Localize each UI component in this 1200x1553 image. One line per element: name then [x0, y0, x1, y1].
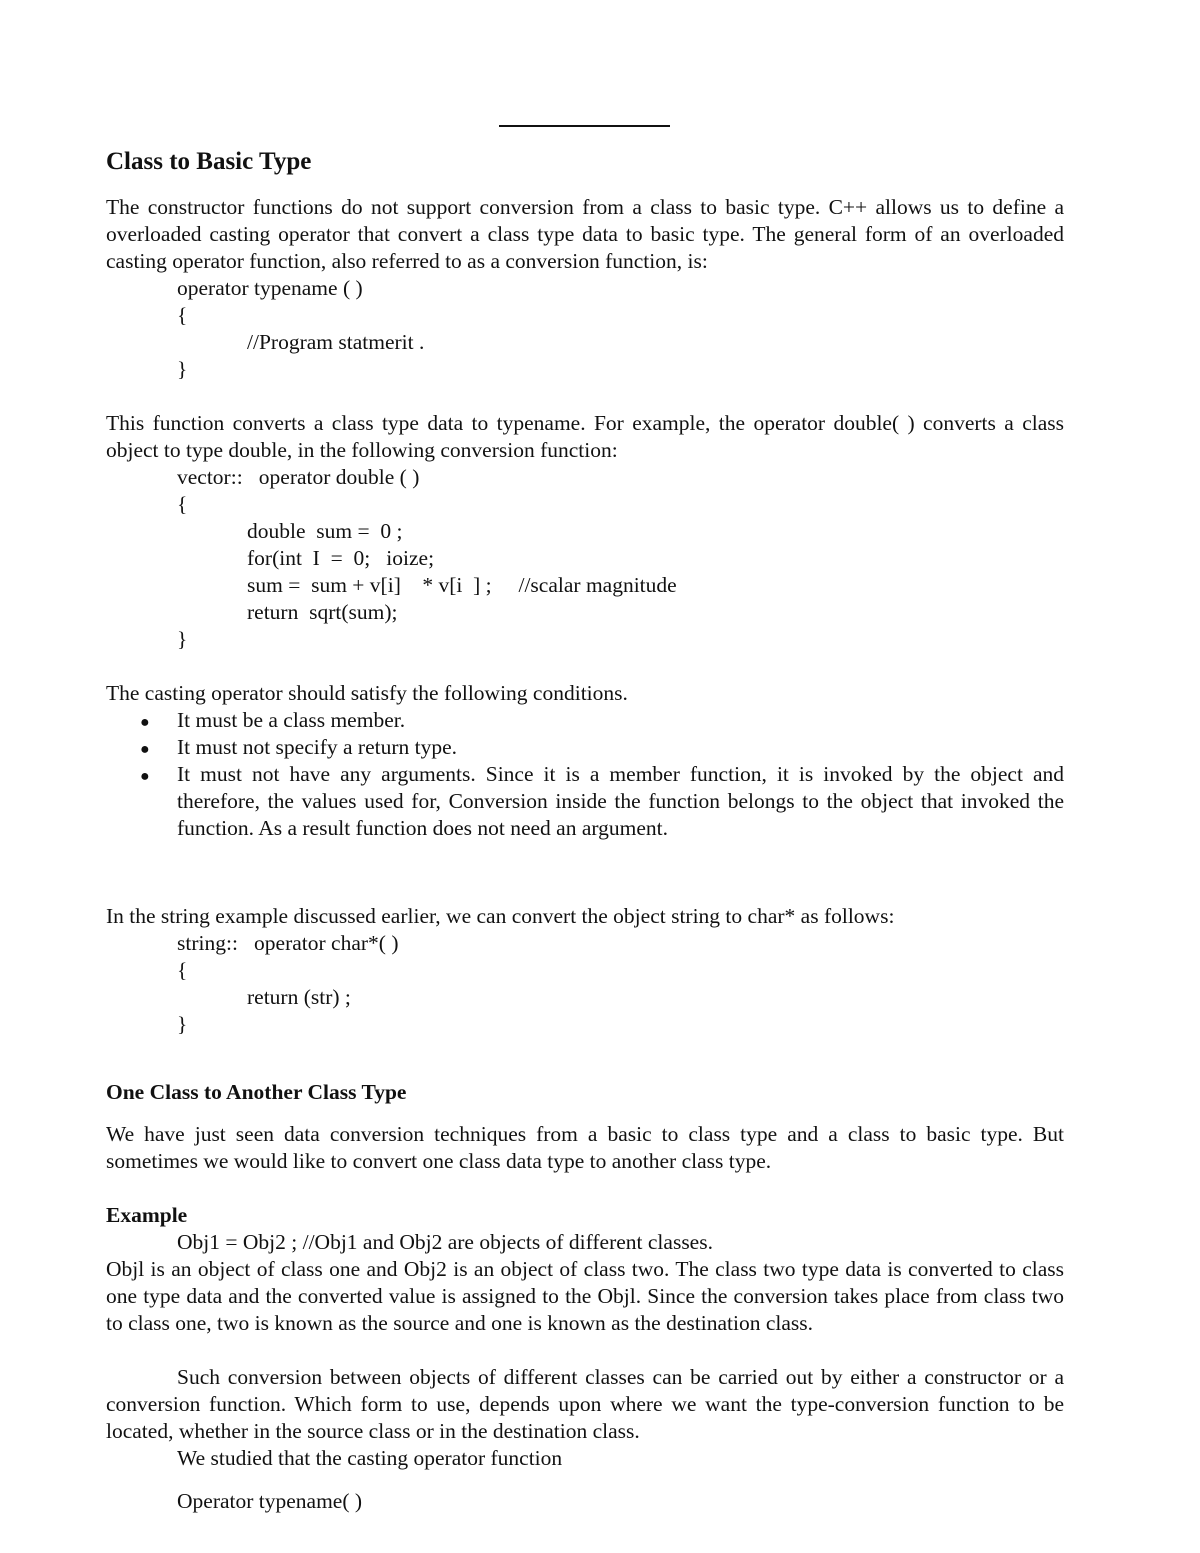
bullet-marker: ●	[140, 741, 150, 758]
code-line: sum = sum + v[i] * v[i ] ; //scalar magnitude	[247, 573, 677, 597]
class-to-class-paragraph: We have just seen data conversion techniques from a basic to class type and a class to basic type. But sometimes we would like to convert one class data type to another class type.	[106, 1122, 1064, 1173]
code-line: {	[177, 303, 188, 327]
code-line: }	[177, 1012, 188, 1036]
example-heading: Example	[106, 1203, 188, 1227]
code-line: return sqrt(sum);	[247, 600, 398, 624]
code-line: return (str) ;	[247, 985, 351, 1009]
code-line: operator typename ( )	[177, 276, 363, 300]
code-line: Operator typename( )	[177, 1489, 363, 1513]
conditions-paragraph: The casting operator should satisfy the following conditions.	[106, 681, 628, 705]
casting-operator-line: We studied that the casting operator function	[177, 1446, 563, 1470]
section-heading-class-to-basic-type: Class to Basic Type	[106, 148, 312, 175]
code-line: //Program statmerit .	[247, 330, 425, 354]
header-rule	[499, 125, 670, 127]
code-line: for(int I = 0; ioize;	[247, 546, 435, 570]
bullet-marker: ●	[140, 714, 150, 731]
code-line: }	[177, 357, 188, 381]
string-example-paragraph: In the string example discussed earlier, we can convert the object string to char* as follows:	[106, 904, 895, 928]
objects-paragraph: Objl is an object of class one and Obj2 is an object of class two. The class two type data is converted to class one type data and the converted value is assigned to the Objl. Since the conversion takes place from class two to class one, two is known as the source and one is known as the destination class.	[106, 1257, 1064, 1335]
example-code-line: Obj1 = Obj2 ; //Obj1 and Obj2 are objects of different classes.	[177, 1230, 713, 1254]
section-heading-class-to-class: One Class to Another Class Type	[106, 1080, 407, 1104]
list-item: It must be a class member.	[177, 708, 406, 732]
code-line: }	[177, 627, 188, 651]
code-line: {	[177, 958, 188, 982]
code-line: vector:: operator double ( )	[177, 465, 420, 489]
conversion-forms-paragraph: Such conversion between objects of different classes can be carried out by either a constructor or a conversion function. Which form to use, depends upon where we want the type-conversion function to be located, whether in the source class or in the destination class.	[106, 1365, 1064, 1443]
code-line: {	[177, 492, 188, 516]
conversion-function-paragraph: This function converts a class type data to typename. For example, the operator double( ) converts a class object to type double, in the following conversion function:	[106, 411, 1064, 462]
intro-paragraph: The constructor functions do not support conversion from a class to basic type. C++ allows us to define a overloaded casting operator that convert a class type data to basic type. The general form of an overloaded casting operator function, also referred to as a conversion function, is:	[106, 195, 1064, 273]
list-item: It must not have any arguments. Since it is a member function, it is invoked by the object and therefore, the values used for, Conversion inside the function belongs to the object that invoked the function. As a result function does not need an argument.	[177, 762, 1064, 840]
code-line: string:: operator char*( )	[177, 931, 399, 955]
bullet-marker: ●	[140, 768, 150, 785]
code-line: double sum = 0 ;	[247, 519, 403, 543]
list-item: It must not specify a return type.	[177, 735, 458, 759]
